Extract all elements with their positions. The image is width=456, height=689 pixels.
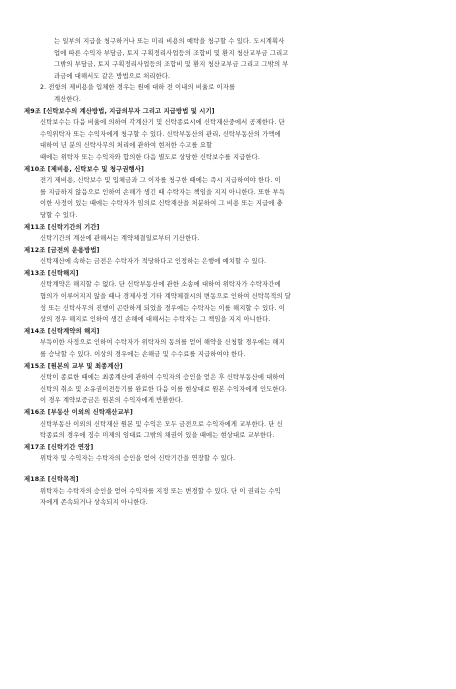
text-line: 성 또는 신탁사무의 진행이 곤란하게 되었을 경우에는 수탁자는 이를 해지할 수 있다. 이	[40, 304, 285, 312]
article-heading: 제17조 [신탁기간 연장]	[24, 443, 94, 451]
article-heading: 제11조 [신탁기간의 기간]	[24, 223, 100, 231]
text-line: 자에게 존속되거나 상속되지 아니한다.	[40, 499, 148, 507]
text-line: 는 일부의 지급을 청구하거나 또는 미리 비용의 예탁을 청구할 수 있다. 도시계획사	[54, 38, 285, 45]
text-line: 신탁재산에 속하는 금전은 수탁자가 적당하다고 인정하는 은행에 예치할 수 있다.	[40, 258, 267, 266]
text-line: 계산한다.	[54, 95, 81, 103]
text-line: 탁종료의 경우에 징수 미제의 임대료 그밖의 채권이 있을 때에는 현상대로 교부한다.	[40, 432, 275, 440]
text-line: 당할 수 있다.	[40, 211, 78, 219]
article-heading: 제12조 [금전의 운용방법]	[24, 246, 100, 254]
text-line: 위탁자는 수탁자의 승인을 얻어 수익자를 지정 또는 변경할 수 있다. 단 이 권리는 수익	[40, 487, 281, 495]
paragraph-gap	[24, 465, 434, 474]
article-heading: 제14조 [신탁계약의 해지]	[24, 327, 100, 335]
text-line: 신탁이 종료한 때에는 최종계산에 관하여 수익자의 승인을 얻은 후 신탁부동산에 대하여	[40, 374, 285, 382]
text-line: 업에 따른 수익자 부담금, 토지 구획정리사업등의 조합비 및 환지 청산교부금 그리고	[54, 49, 289, 57]
text-line: 수익위탁자 또는 수익자에게 청구할 수 있다. 신탁부동산의 관리, 신탁부동산의 가액에	[40, 130, 281, 138]
text-line: 상의 경우 해지로 인하여 생긴 손해에 대해서는 수탁자는 그 책임을 지지 아니한다.	[40, 316, 271, 324]
article-heading: 제16조 [부동산 이외의 신탁재산교부]	[24, 409, 133, 416]
text-line: 이 경우 계약보증금은 원본의 수익자에게 반환한다.	[40, 397, 184, 405]
text-line: 를 승낙할 수 있다. 이상의 경우에는 손해금 및 수수료를 지급하여야 한다.	[40, 351, 246, 359]
text-line: 과금에 대해서도 같은 방법으로 처리한다.	[54, 72, 171, 80]
article-heading: 제18조 [신탁목적]	[24, 475, 79, 483]
text-line: 부득이한 사정으로 인하여 수탁자가 위탁자의 동의를 얻어 해약을 신청할 경우에는 해지	[40, 339, 285, 347]
text-line: 그밖의 부담금, 토지 구획정리사업등의 조합비 및 환지 청산교부금 그리고 그밖의 부	[54, 61, 289, 69]
text-line: 신탁부동산 이외의 신탁재산 원본 및 수익은 모두 금전으로 수익자에게 교부한다. 단 신	[40, 420, 283, 428]
text-line: 전기 제비용, 신탁보수 및 입체금과 그 이자를 청구한 때에는 즉시 지급하여야 한다. 이	[40, 177, 281, 185]
text-line: 이한 사정이 있는 때에는 수탁자가 임의로 신탁재산을 처분하여 그 비용 또는 지급에 충	[40, 200, 283, 208]
text-line: 협의가 이루어지지 않을 때나 경제사정 기타 계약체결시의 변동으로 인하여 신탁목적의 달	[40, 293, 292, 301]
text-line: 대하여 년 분의 신탁사무의 처리에 관하여 현저한 수고를 요할	[40, 142, 213, 150]
text-line: 를 지급하지 않음으로 인하여 손해가 생긴 때 수탁자는 책임을 지지 아니한다. 또한 부득	[40, 188, 285, 196]
text-line: 신탁기간의 계산에 관해서는 계약체결일로부터 기산한다.	[40, 235, 200, 243]
article-heading: 제9조 [신탁보수의 계산방법, 지급의무자 그리고 지급방법 및 시기]	[24, 107, 215, 115]
text-line: 신탁의 취소 및 소유권이전등기를 완료한 다음 이를 현상대로 원본 수익자에게 인도한다.	[40, 385, 287, 393]
article-heading: 제15조 [원본의 교부 및 최종계산]	[24, 362, 123, 370]
text-line: 2. 전항의 제비용을 입체한 경우는 원에 대하 전 이내의 비율로 이자를	[40, 84, 236, 92]
text-line: 위탁자 및 수익자는 수탁자의 승인을 얻어 신탁기간을 연장할 수 있다.	[40, 455, 236, 463]
article-heading: 제10조 [제비용, 신탁보수 및 청구권행사]	[24, 165, 144, 173]
text-line: 신탁보수는 다음 비율에 의하여 각계산기 및 신탁종료시에 신탁재산중에서 공제한다. 단	[40, 119, 285, 127]
text-line: 신탁계약은 해지할 수 없다. 단 신탁부동산에 관한 소송에 대하여 위탁자가 수탁자간에	[40, 281, 281, 289]
text-line: 때에는 위탁자 또는 수익자와 합의한 다음 별도로 상당한 신탁보수를 지급한다.	[40, 153, 260, 161]
article-heading: 제13조 [신탁해지]	[24, 269, 79, 277]
